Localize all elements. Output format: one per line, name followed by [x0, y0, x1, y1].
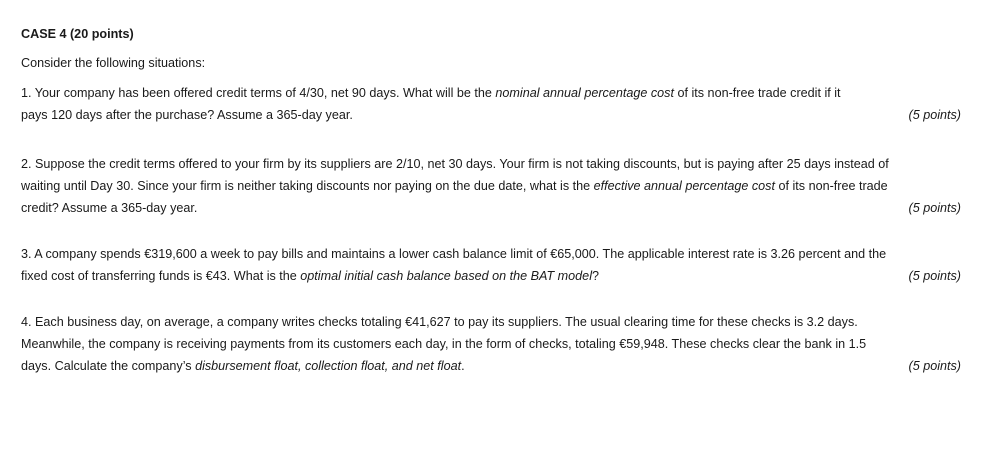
question-4-line-3: days. Calculate the company’s disbursement float, collection float, and net float. (5 points)	[21, 355, 961, 377]
question-1	[21, 82, 961, 126]
question-3-points: (5 points)	[908, 269, 961, 283]
question-4	[21, 311, 961, 377]
question-2	[21, 153, 961, 219]
intro-text: Consider the following situations:	[21, 56, 206, 70]
question-4-line-1: 4. Each business day, on average, a company writes checks totaling €41,627 to pay its suppliers. The usual clearing time for these checks is 3.2 days.	[21, 315, 858, 329]
case-title: CASE 4 (20 points)	[21, 27, 134, 41]
question-2-line-3: credit? Assume a 365-day year. (5 points)	[21, 197, 961, 219]
question-1-line-2: pays 120 days after the purchase? Assume a 365-day year. (5 points)	[21, 104, 961, 126]
question-4-points: (5 points)	[908, 359, 961, 373]
question-3	[21, 243, 961, 287]
question-1-line-1: 1. Your company has been offered credit terms of 4/30, net 90 days. What will be the nominal annual percentage cost of its non-free trade credit if it	[21, 86, 841, 100]
question-2-line-1: 2. Suppose the credit terms offered to your firm by its suppliers are 2/10, net 30 days. Your firm is not taking discounts, but is paying after 25 days instead of	[21, 157, 889, 171]
question-4-line-2: Meanwhile, the company is receiving payments from its customers each day, in the form of checks, totaling €59,948. These checks clear the bank in 1.5	[21, 337, 867, 351]
question-1-points: (5 points)	[908, 108, 961, 122]
question-3-line-2: fixed cost of transferring funds is €43. What is the optimal initial cash balance based on the BAT model? (5 points)	[21, 265, 961, 287]
question-2-points: (5 points)	[908, 201, 961, 215]
question-2-line-2: waiting until Day 30. Since your firm is neither taking discounts nor paying on the due date, what is the effective annual percentage cost of its non-free trade	[21, 179, 888, 193]
question-3-line-1: 3. A company spends €319,600 a week to pay bills and maintains a lower cash balance limit of €65,000. The applicable interest rate is 3.26 percent and the	[21, 247, 887, 261]
